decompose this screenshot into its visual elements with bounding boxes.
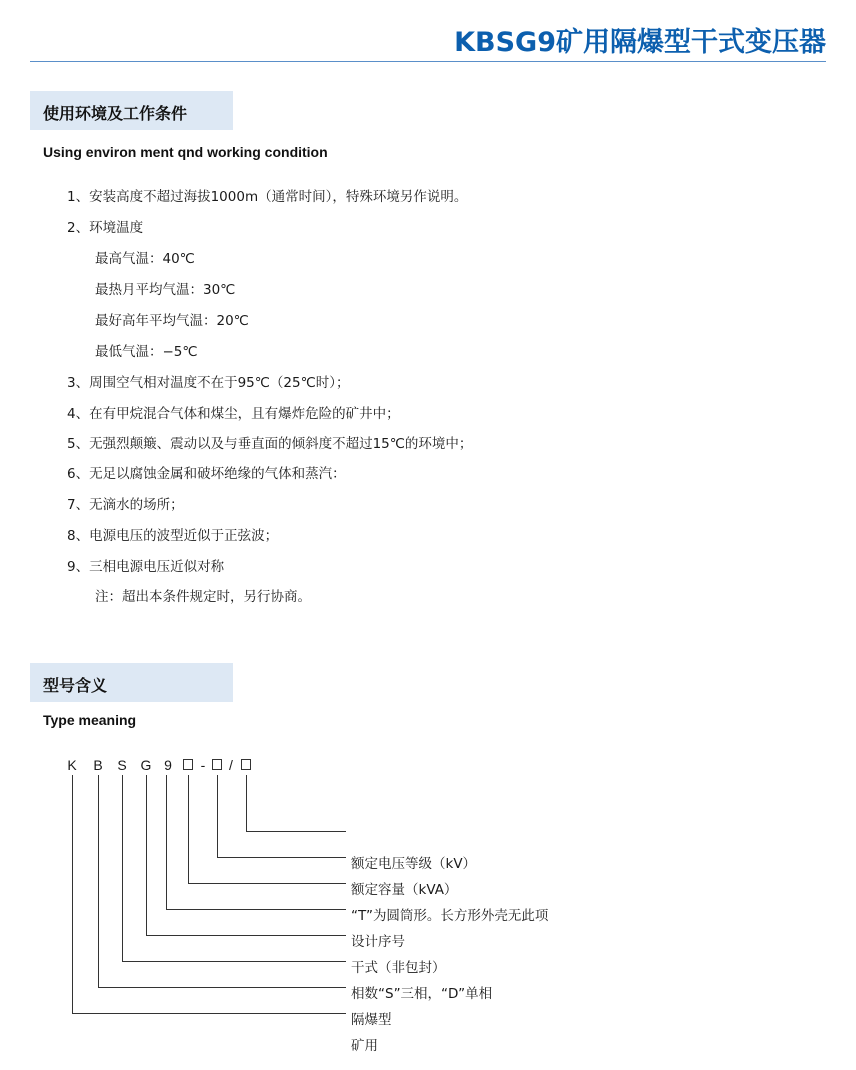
title-rule bbox=[30, 61, 826, 62]
leader-hline-k bbox=[72, 1013, 346, 1014]
leader-vline-b bbox=[98, 775, 99, 987]
leader-vline-s bbox=[122, 775, 123, 961]
condition-item: 2、环境温度 bbox=[67, 220, 144, 236]
leader-hline-s bbox=[122, 961, 346, 962]
code-char-g: G bbox=[140, 757, 152, 773]
leader-hline-g bbox=[146, 935, 346, 936]
label-rated-voltage: 额定电压等级（kV） bbox=[351, 856, 477, 872]
label-mining: 矿用 bbox=[351, 1038, 378, 1054]
condition-subitem: 最好高年平均气温：20℃ bbox=[95, 313, 249, 329]
code-char-b: B bbox=[93, 757, 103, 773]
label-design-serial: 设计序号 bbox=[351, 934, 405, 950]
condition-item: 3、周围空气相对温度不在于95℃（25℃时）； bbox=[67, 375, 350, 391]
condition-subitem: 最热月平均气温：30℃ bbox=[95, 282, 236, 298]
condition-item: 9、三相电源电压近似对称 bbox=[67, 559, 225, 575]
leader-vline-9 bbox=[166, 775, 167, 909]
leader-vline-shape bbox=[188, 775, 189, 883]
page-title: KBSG9矿用隔爆型干式变压器 bbox=[454, 27, 826, 58]
label-phase: 相数“S”三相，“D”单相 bbox=[351, 986, 493, 1002]
leader-hline-voltage bbox=[246, 831, 346, 832]
section-subtitle-type: Type meaning bbox=[43, 712, 137, 728]
label-rated-capacity: 额定容量（kVA） bbox=[351, 882, 458, 898]
code-char-9: 9 bbox=[164, 757, 172, 773]
leader-hline-9 bbox=[166, 909, 346, 910]
condition-subitem: 最高气温：40℃ bbox=[95, 251, 195, 267]
condition-subitem: 最低气温：−5℃ bbox=[95, 344, 198, 360]
leader-vline-g bbox=[146, 775, 147, 935]
label-dry-type: 干式（非包封） bbox=[351, 960, 446, 976]
code-char-slash: / bbox=[229, 757, 233, 773]
condition-item: 5、无强烈颠簸、震动以及与垂直面的倾斜度不超过15℃的环境中； bbox=[67, 436, 473, 452]
condition-item: 6、无足以腐蚀金属和破坏绝缘的气体和蒸汽： bbox=[67, 466, 346, 482]
code-box-voltage bbox=[241, 759, 251, 770]
leader-vline-voltage bbox=[246, 775, 247, 831]
condition-item: 7、无滴水的场所； bbox=[67, 497, 184, 513]
leader-hline-b bbox=[98, 987, 346, 988]
code-char-k: K bbox=[67, 757, 77, 773]
leader-hline-shape bbox=[188, 883, 346, 884]
code-char-s: S bbox=[117, 757, 127, 773]
leader-vline-capacity bbox=[217, 775, 218, 857]
condition-item: 1、安装高度不超过海拔1000m（通常时间），特殊环境另作说明。 bbox=[67, 189, 468, 205]
leader-hline-capacity bbox=[217, 857, 346, 858]
code-box-capacity bbox=[212, 759, 222, 770]
label-flameproof: 隔爆型 bbox=[351, 1012, 392, 1028]
label-shape: “T”为圆筒形。长方形外壳无此项 bbox=[351, 908, 549, 924]
code-char-dash: - bbox=[200, 757, 206, 773]
section-title-type: 型号含义 bbox=[43, 676, 108, 695]
section-title-env: 使用环境及工作条件 bbox=[43, 104, 188, 123]
condition-item: 8、电源电压的波型近似于正弦波； bbox=[67, 528, 279, 544]
leader-vline-k bbox=[72, 775, 73, 1013]
condition-note: 注：超出本条件规定时，另行协商。 bbox=[95, 589, 311, 605]
code-box-shape bbox=[183, 759, 193, 770]
section-subtitle-env: Using environ ment qnd working condition bbox=[43, 144, 328, 160]
condition-item: 4、在有甲烷混合气体和煤尘，且有爆炸危险的矿井中； bbox=[67, 406, 400, 422]
